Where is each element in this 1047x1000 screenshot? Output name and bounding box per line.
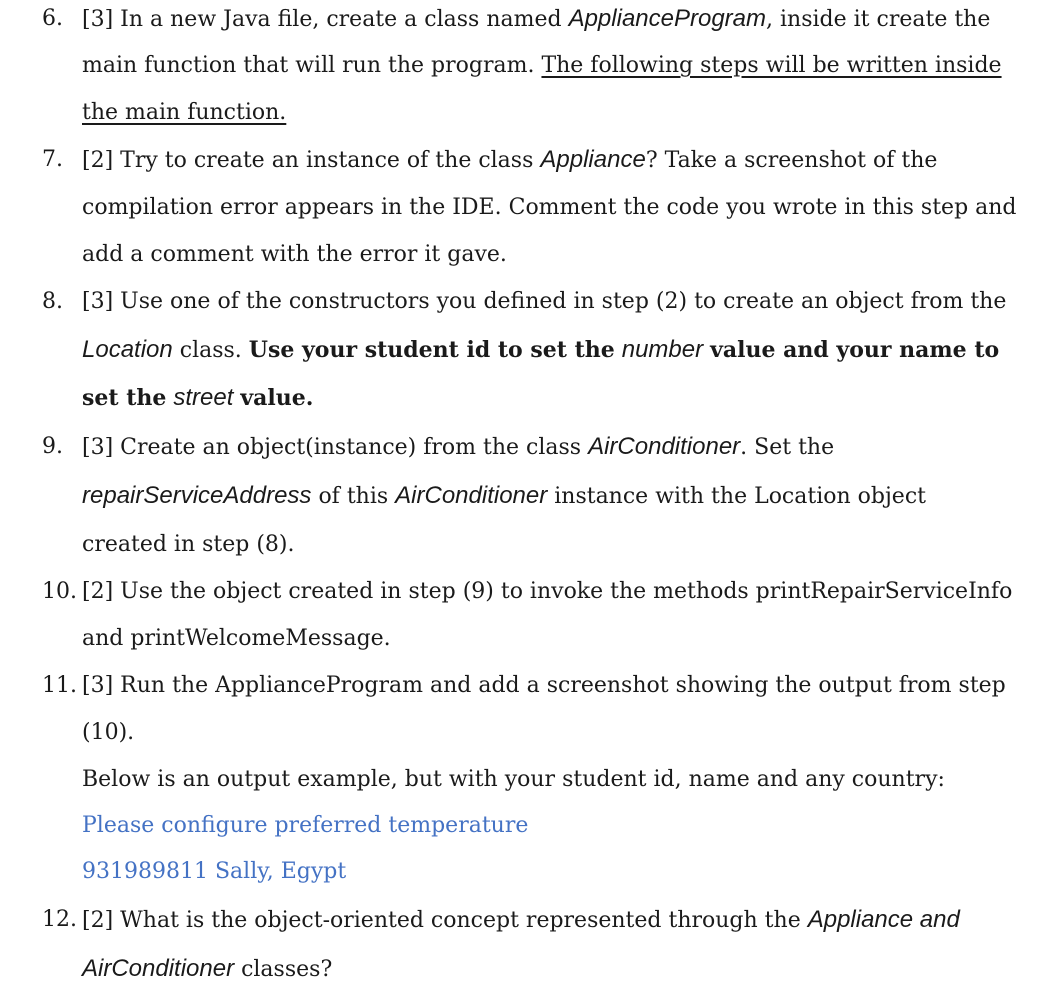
- item-12-line-1: [82, 905, 960, 936]
- item-12-class-name: AirConditioner: [82, 955, 235, 982]
- item-9-line-3: created in step (8).: [82, 532, 295, 557]
- item-7-line1-pre: Try to create an instance of the class: [120, 148, 534, 173]
- item-7-line-3: add a comment with the error it gave.: [82, 242, 507, 267]
- item-10-line-1: [82, 577, 1012, 607]
- item-7-line-2: compilation error appears in the IDE. Comment the code you wrote in this step and: [82, 195, 1017, 220]
- item-10-line1-text: Use the object created in step (9) to invoke the methods printRepairServiceInfo: [120, 579, 1013, 604]
- item-6-intro: In a new Java file, create a class named: [120, 7, 562, 32]
- item-6-number: 6.: [42, 6, 63, 31]
- item-8-field-number: number: [621, 336, 704, 363]
- item-8-number: 8.: [42, 289, 63, 314]
- output-example-line-1: Please configure preferred temperature: [82, 813, 529, 838]
- item-12-marks: [2]: [82, 908, 114, 933]
- item-12-line2-post: classes?: [241, 957, 333, 982]
- item-8-line1-text: Use one of the constructors you defined in step (2) to create an object from the: [120, 289, 1007, 314]
- output-example-line-2: 931989811 Sally, Egypt: [82, 859, 347, 884]
- item-9-class-name: AirConditioner: [588, 433, 741, 460]
- item-10-number: 10.: [42, 579, 77, 604]
- item-11-marks: [3]: [82, 673, 114, 698]
- item-11-line-3: Below is an output example, but with your student id, name and any country:: [82, 767, 945, 792]
- item-6-marks: [3]: [82, 7, 114, 32]
- item-8-bold-1: Use your student id to set the: [248, 337, 615, 363]
- item-7-number: 7.: [42, 147, 63, 172]
- item-8-bold-4: value.: [240, 385, 314, 411]
- item-9-field-repair: repairServiceAddress: [82, 482, 312, 509]
- item-11-number: 11.: [42, 673, 77, 698]
- item-7-line-1: [82, 145, 937, 176]
- item-12-concept-italic: Appliance and: [807, 906, 960, 933]
- item-8-field-street: street: [173, 384, 234, 411]
- item-6-line-2: [82, 51, 1002, 81]
- item-7-marks: [2]: [82, 148, 114, 173]
- item-7-line1-post: ? Take a screenshot of the: [645, 148, 938, 173]
- item-6-intro-after: , inside it create the: [766, 7, 991, 32]
- item-11-line1-text: Run the ApplianceProgram and add a screenshot showing the output from step: [120, 673, 1006, 698]
- item-8-class-name: Location: [82, 336, 173, 363]
- item-7-class-name: Appliance: [540, 146, 646, 173]
- item-9-line2-mid: of this: [318, 484, 389, 509]
- item-6-line2-plain: main function that will run the program.: [82, 53, 535, 78]
- item-8-line-1: [82, 287, 1006, 317]
- item-6-line-3: [82, 98, 286, 128]
- item-9-line-2: [82, 481, 926, 512]
- item-9-number: 9.: [42, 434, 63, 459]
- item-9-line1-post: . Set the: [740, 435, 835, 460]
- item-8-line-2: [82, 335, 999, 366]
- item-12-number: 12.: [42, 907, 77, 932]
- item-9-line-1: [82, 432, 834, 463]
- item-8-bold-3: set the: [82, 385, 167, 411]
- item-8-marks: [3]: [82, 289, 114, 314]
- item-6-line2-underlined: The following steps will be written inside: [541, 53, 1002, 78]
- item-10-line-2: and printWelcomeMessage.: [82, 626, 391, 651]
- item-11-line-1: [82, 671, 1006, 701]
- item-9-line1-pre: Create an object(instance) from the class: [120, 435, 582, 460]
- item-6-line-1: [82, 4, 990, 35]
- item-12-line-2: [82, 954, 332, 985]
- item-6-line3-underlined: the main function.: [82, 100, 287, 125]
- item-9-class-name-2: AirConditioner: [395, 482, 548, 509]
- item-12-line1-pre: What is the object-oriented concept represented through the: [120, 908, 801, 933]
- item-9-marks: [3]: [82, 435, 114, 460]
- item-11-line-2: (10).: [82, 720, 135, 745]
- item-8-bold-2: value and your name to: [710, 337, 1000, 363]
- item-6-class-name: ApplianceProgram: [568, 5, 767, 32]
- item-10-marks: [2]: [82, 579, 114, 604]
- item-9-line2-post: instance with the Location object: [554, 484, 926, 509]
- item-8-line-3: [82, 383, 313, 414]
- item-8-line2-post: class.: [179, 338, 242, 363]
